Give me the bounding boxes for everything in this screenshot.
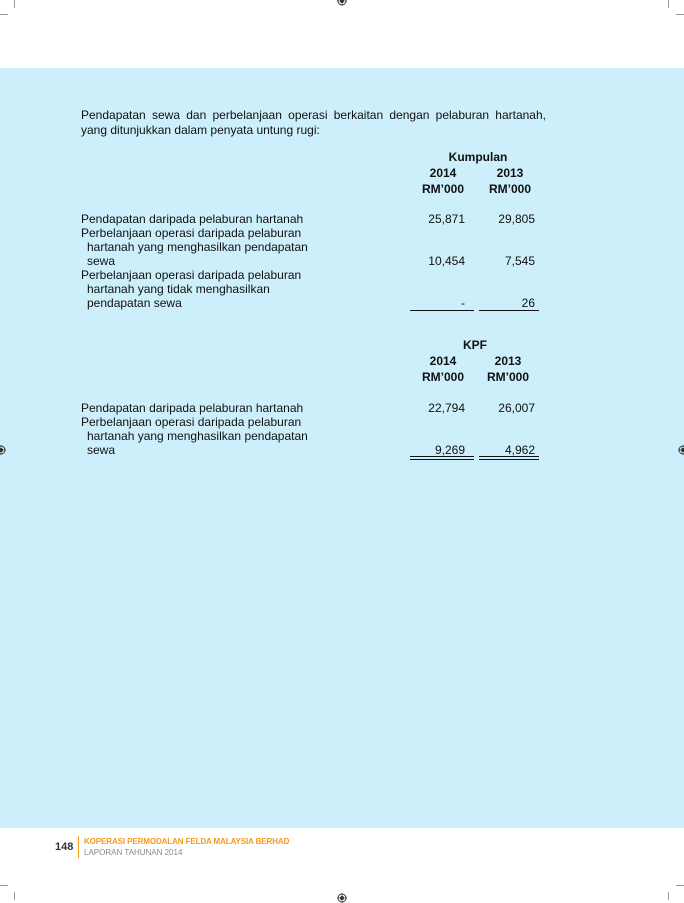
total-underline (479, 310, 539, 311)
kumpulan-year-2013: 2013 (496, 166, 524, 180)
kumpulan-row-label: pendapatan sewa (87, 296, 182, 310)
kumpulan-value: - (461, 296, 465, 310)
kumpulan-value: 26 (521, 296, 535, 310)
total-underline (410, 310, 474, 311)
kumpulan-row-label: Pendapatan daripada pelaburan hartanah (81, 212, 304, 226)
kumpulan-value: 29,805 (498, 212, 535, 226)
kpf-row-label: hartanah yang menghasilkan pendapatan (87, 429, 308, 443)
total-double-underline (410, 456, 474, 460)
intro-paragraph (81, 108, 546, 138)
kumpulan-value: 10,454 (428, 254, 465, 268)
registration-mark-icon (0, 445, 6, 455)
intro-line: Pendapatan sewa dan perbelanjaan operasi berkaitan dengan pelaburan hartanah, (81, 108, 546, 122)
kpf-row-label: Pendapatan daripada pelaburan hartanah (81, 401, 304, 415)
crop-mark (0, 885, 8, 886)
kumpulan-row-label: hartanah yang tidak menghasilkan (87, 282, 270, 296)
kpf-value: 22,794 (428, 401, 465, 415)
kumpulan-row-label: sewa (87, 254, 116, 268)
crop-mark (668, 0, 669, 8)
kpf-value: 9,269 (434, 443, 465, 457)
footer-divider (78, 836, 79, 858)
crop-mark (676, 14, 684, 15)
footer-report-title: LAPORAN TAHUNAN 2014 (84, 848, 183, 857)
kumpulan-value: 7,545 (504, 254, 535, 268)
kpf-row-label: sewa (87, 443, 116, 457)
kpf-row-label: Perbelanjaan operasi daripada pelaburan (81, 415, 302, 429)
kpf-year-2013: 2013 (494, 354, 522, 368)
kpf-unit-2013: RM’000 (486, 370, 530, 384)
kumpulan-value: 25,871 (428, 212, 465, 226)
kpf-value: 26,007 (498, 401, 535, 415)
kumpulan-row-label: Perbelanjaan operasi daripada pelaburan (81, 226, 302, 240)
crop-mark (14, 892, 15, 900)
page-number: 148 (55, 841, 74, 853)
registration-mark-icon (337, 0, 347, 6)
kumpulan-row-label: Perbelanjaan operasi daripada pelaburan (81, 268, 302, 282)
registration-mark-icon (337, 893, 347, 903)
kumpulan-row-label: hartanah yang menghasilkan pendapatan (87, 240, 308, 254)
kumpulan-heading: Kumpulan (448, 150, 508, 164)
kumpulan-unit-2013: RM’000 (488, 182, 532, 196)
registration-mark-icon (678, 445, 684, 455)
crop-mark (14, 0, 15, 8)
total-double-underline (479, 456, 539, 460)
kumpulan-year-2014: 2014 (429, 166, 457, 180)
footer-organization: KOPERASI PERMODALAN FELDA MALAYSIA BERHAD (84, 837, 290, 846)
kpf-heading: KPF (463, 338, 487, 352)
crop-mark (668, 892, 669, 900)
crop-mark (676, 885, 684, 886)
kumpulan-unit-2014: RM’000 (421, 182, 465, 196)
crop-mark (0, 14, 8, 15)
kpf-year-2014: 2014 (429, 354, 457, 368)
intro-line: yang ditunjukkan dalam penyata untung rugi: (81, 123, 320, 137)
kpf-unit-2014: RM’000 (421, 370, 465, 384)
kpf-value: 4,962 (504, 443, 535, 457)
